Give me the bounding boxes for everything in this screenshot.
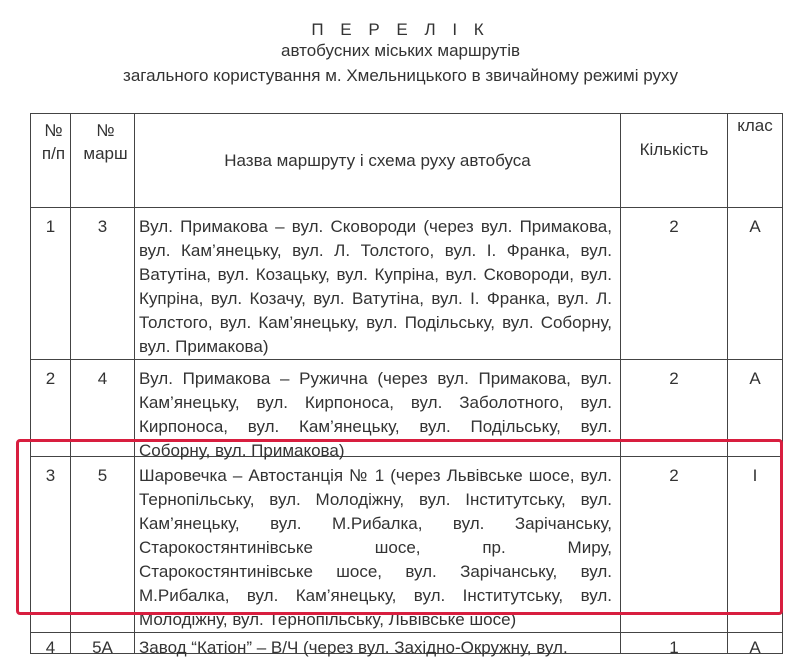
bus-class: А (749, 369, 761, 388)
route-description: Завод “Катіон” – В/Ч (через вул. Західно-Окружну, вул. (139, 638, 568, 657)
route-number: 5А (92, 638, 113, 657)
bus-count: 1 (669, 638, 679, 657)
header-number-label: № п/п (41, 121, 66, 163)
route-description: Шаровечка – Автостанція № 1 (через Львівське шосе, вул. Тернопільську, вул. Молодіжну, вул. Інститутську, вул. Кам’янецьку, вул. М.Рибалка, вул. Зарічанську, Старокостянтинівське шосе, пр. Миру, Старокостянтинівське шосе, вул. Зарічанську, вул. М.Рибалка, вул. Кам’янецьку, вул. Інститутську, вул. Молодіжну, вул. Тернопільську, Львівське шосе) (139, 466, 612, 629)
table-row (31, 208, 783, 360)
table-row (31, 633, 783, 654)
route-number: 3 (97, 217, 108, 236)
bus-class-cell (728, 633, 783, 657)
header-count-label: Кількість (639, 140, 709, 159)
header-number-cell (31, 114, 71, 208)
document-subtitle-line2: загального користування м. Хмельницького в звичайному режимі руху (123, 66, 678, 85)
table-header-row (31, 114, 783, 208)
bus-count-cell (621, 633, 728, 657)
route-description-cell (135, 633, 621, 657)
bus-count: 2 (669, 466, 679, 485)
route-number: 5 (97, 466, 108, 485)
row-number: 3 (45, 466, 56, 485)
bus-class-cell (728, 208, 783, 360)
header-route-number-cell (71, 114, 135, 208)
header-class-label: клас (737, 116, 773, 135)
header-route-name-label: Назва маршруту і схема руху автобуса (224, 151, 531, 170)
header-route-number-label: № марш (83, 121, 128, 163)
row-number-cell (31, 208, 71, 360)
bus-count: 2 (669, 217, 679, 236)
header-class-cell (728, 114, 783, 208)
bus-count-cell (621, 208, 728, 360)
route-description-cell (135, 208, 621, 360)
bus-class: І (752, 466, 758, 485)
bus-count: 2 (669, 369, 679, 388)
row-number: 4 (45, 638, 56, 657)
route-description: Вул. Примакова – Ружична (через вул. Примакова, вул. Кам’янецьку, вул. Кирпоноса, вул. Заболотного, вул. Кирпоноса, вул. Кам’янецьку, вул. Подільську, вул. Соборну, вул. Примакова) (139, 369, 612, 460)
row-number-cell (31, 633, 71, 657)
header-count-cell (621, 114, 728, 208)
bus-class: А (749, 638, 761, 657)
row-number: 1 (45, 217, 56, 236)
header-route-name-cell (135, 114, 621, 208)
route-number-cell (71, 208, 135, 360)
document-title: П Е Р Е Л І К (311, 20, 490, 39)
document-subtitle-line1: автобусних міських маршрутів (280, 41, 520, 60)
route-description: Вул. Примакова – вул. Сковороди (через вул. Примакова, вул. Кам’янецьку, вул. Л. Толстого, вул. І. Франка, вул. Ватутіна, вул. Козацьку, вул. Купріна, вул. Сковороди, вул. Купріна, вул. Козачу, вул. Ватутіна, вул. І. Франка, вул. Л. Толстого, вул. Кам’янецьку, вул. Подільську, вул. Соборну, вул. Примакова) (139, 217, 612, 356)
route-number-cell (71, 633, 135, 657)
row-number: 2 (45, 369, 56, 388)
row-highlight-box (16, 439, 783, 615)
route-number: 4 (97, 369, 108, 388)
bus-class: А (749, 217, 761, 236)
